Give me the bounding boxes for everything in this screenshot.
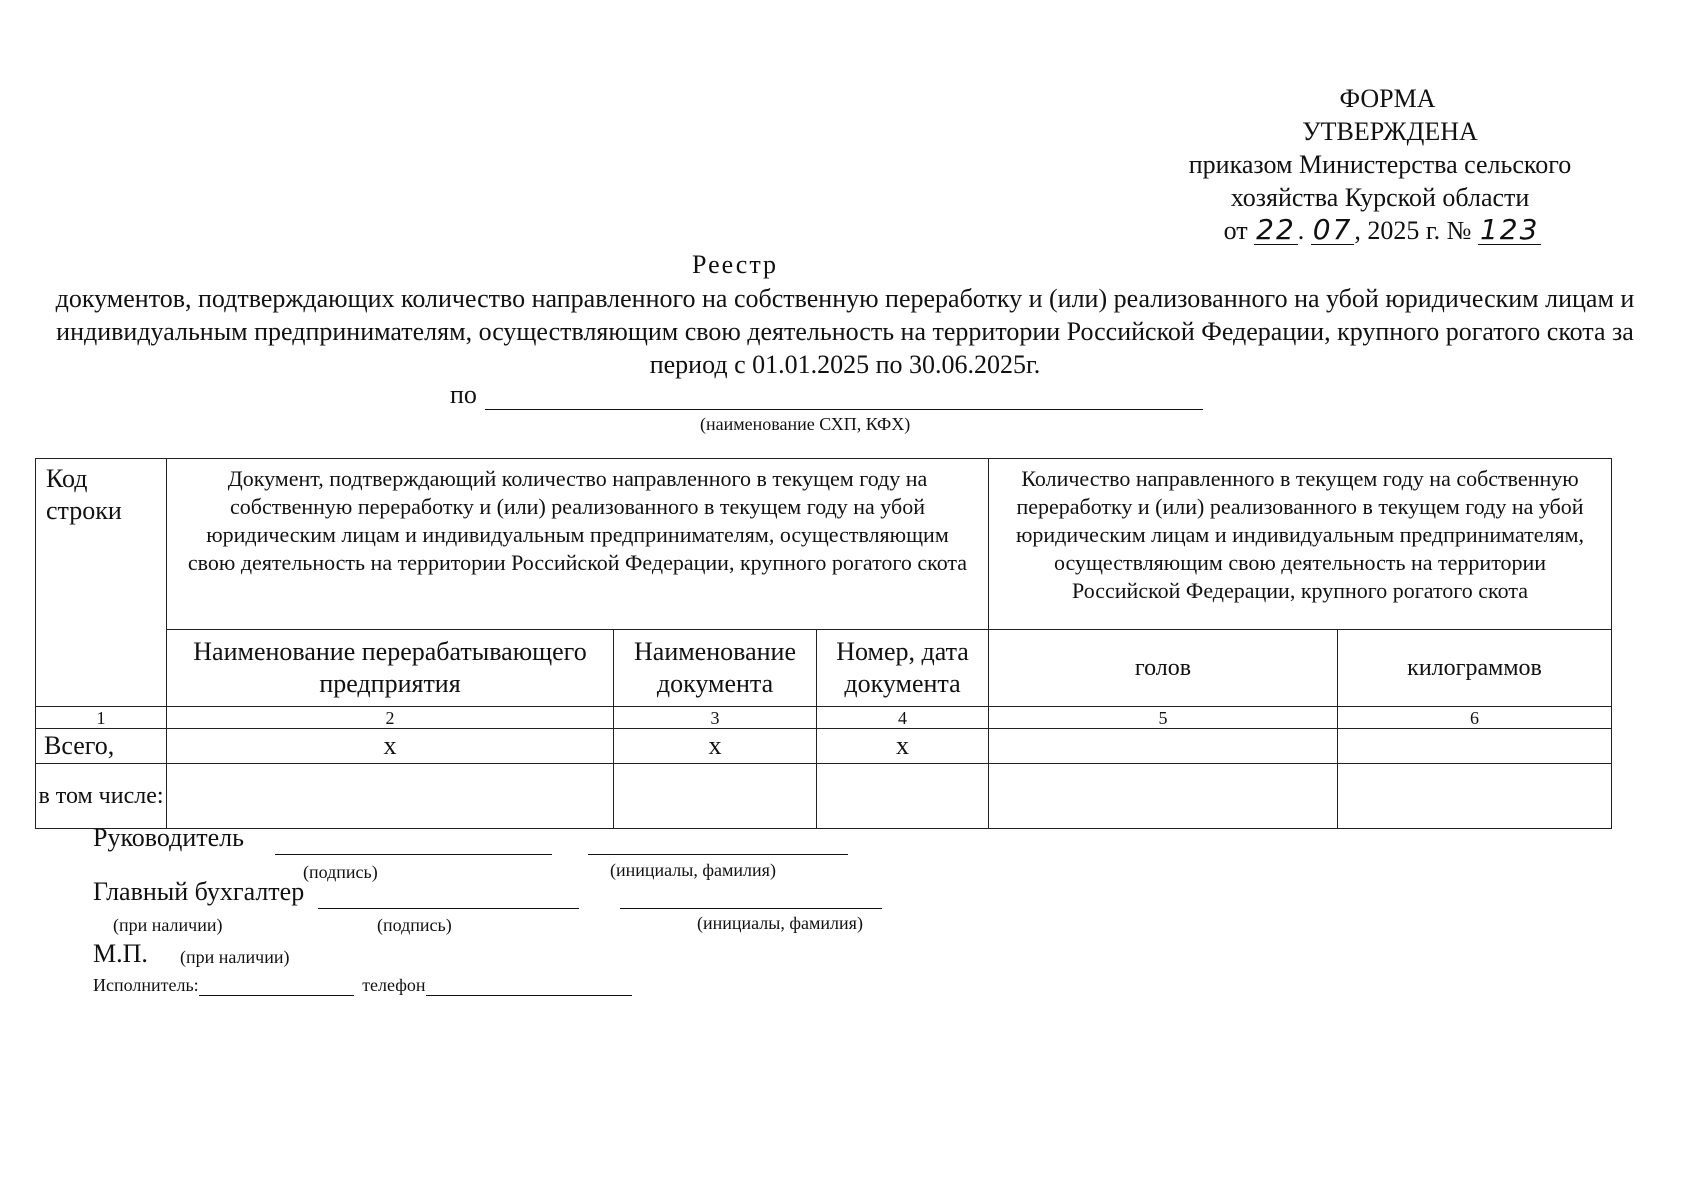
column-numbers-row [36, 707, 1612, 729]
col-number: 5 [989, 707, 1338, 729]
handwritten-number: 123 [1479, 213, 1540, 246]
col-number: 6 [1338, 707, 1612, 729]
stamp-if-any-caption: (при наличии) [180, 947, 290, 967]
sub-header-doc-number: Номер, дата документа [817, 630, 989, 707]
col-number: 3 [614, 707, 817, 729]
table-cell[interactable] [989, 729, 1338, 764]
approval-line-2: хозяйства Курской области [1230, 183, 1530, 212]
row-including-label: в том числе: [36, 764, 167, 829]
register-table [35, 458, 1612, 829]
date-prefix: от [1223, 216, 1248, 245]
sub-header-doc-name: Наименование документа [614, 630, 817, 707]
accountant-initials-caption: (инициалы, фамилия) [697, 913, 863, 933]
accountant-signature-line[interactable] [318, 880, 579, 909]
row-total-label: Всего, [36, 729, 167, 764]
organization-line [450, 380, 1203, 410]
head-initials-caption: (инициалы, фамилия) [610, 860, 776, 880]
table-cell: х [614, 729, 817, 764]
po-label: по [450, 380, 477, 409]
sub-header-enterprise: Наименование перерабатывающего предприятия [167, 630, 614, 707]
table-cell[interactable] [817, 764, 989, 829]
sub-header-kg: килограммов [1338, 630, 1612, 707]
table-cell: х [167, 729, 614, 764]
executor-row [93, 975, 632, 996]
table-row-including [36, 764, 1612, 829]
organization-caption: (наименование СХП, КФХ) [700, 414, 911, 434]
handwritten-month: 07 [1312, 213, 1353, 246]
approved-label: УТВЕРЖДЕНА [1302, 117, 1478, 146]
table-cell[interactable] [167, 764, 614, 829]
col-number: 2 [167, 707, 614, 729]
table-cell: х [817, 729, 989, 764]
executor-label: Исполнитель: [93, 975, 199, 995]
approval-block [1080, 82, 1680, 247]
table-row-total [36, 729, 1612, 764]
group-header-quantity: Количество направленного в текущем году на собственную переработку и (или) реализованного в текущем году на убой юридическим лицам и индивидуальным предпринимателям, осуществляющим свою деятельность на территории Российской Федерации, крупного рогатого скота [989, 459, 1612, 630]
accountant-initials-line[interactable] [620, 880, 882, 909]
head-initials-line[interactable] [588, 826, 848, 855]
register-description: документов, подтверждающих количество направленного на собственную переработку и (или) реализованного на убой юридическим лицам и индивидуальным предпринимателям, осуществляющим свою деятельность на территории Российской Федерации, крупного рогатого скота за период с 01.01.2025 по 30.06.2025г. [55, 284, 1635, 379]
approval-date-line: от 22. 07, 2025 г. № 123 [1223, 213, 1540, 246]
stamp-label: М.П. [93, 939, 148, 968]
year-text: 2025 г. № [1367, 216, 1472, 245]
head-signature-line[interactable] [275, 826, 552, 855]
table-cell[interactable] [989, 764, 1338, 829]
accountant-if-any-caption: (при наличии) [113, 915, 223, 935]
head-signature-caption: (подпись) [303, 862, 378, 882]
form-label: ФОРМА [1339, 84, 1436, 113]
col-header-code: Код строки [36, 459, 167, 707]
approval-line-1: приказом Министерства сельского [1188, 150, 1572, 179]
register-title: Реестр [691, 250, 779, 279]
table-cell[interactable] [614, 764, 817, 829]
phone-label: телефон [362, 975, 426, 995]
organization-name-field[interactable] [485, 385, 1203, 410]
head-label: Руководитель [93, 823, 244, 852]
table-cell[interactable] [1338, 764, 1612, 829]
sub-header-heads: голов [989, 630, 1338, 707]
table-cell[interactable] [1338, 729, 1612, 764]
accountant-signature-caption: (подпись) [377, 915, 452, 935]
handwritten-day: 22 [1256, 213, 1296, 246]
col-number: 4 [817, 707, 989, 729]
accountant-label: Главный бухгалтер [93, 877, 305, 906]
executor-line[interactable] [199, 977, 354, 996]
phone-line[interactable] [426, 977, 632, 996]
col-number: 1 [36, 707, 167, 729]
group-header-document: Документ, подтверждающий количество направленного в текущем году на собственную переработку и (или) реализованного в текущем году на убой юридическим лицам и индивидуальным предпринимателям, осуществляющим свою деятельность на территории Российской Федерации, крупного рогатого скота [167, 459, 989, 630]
